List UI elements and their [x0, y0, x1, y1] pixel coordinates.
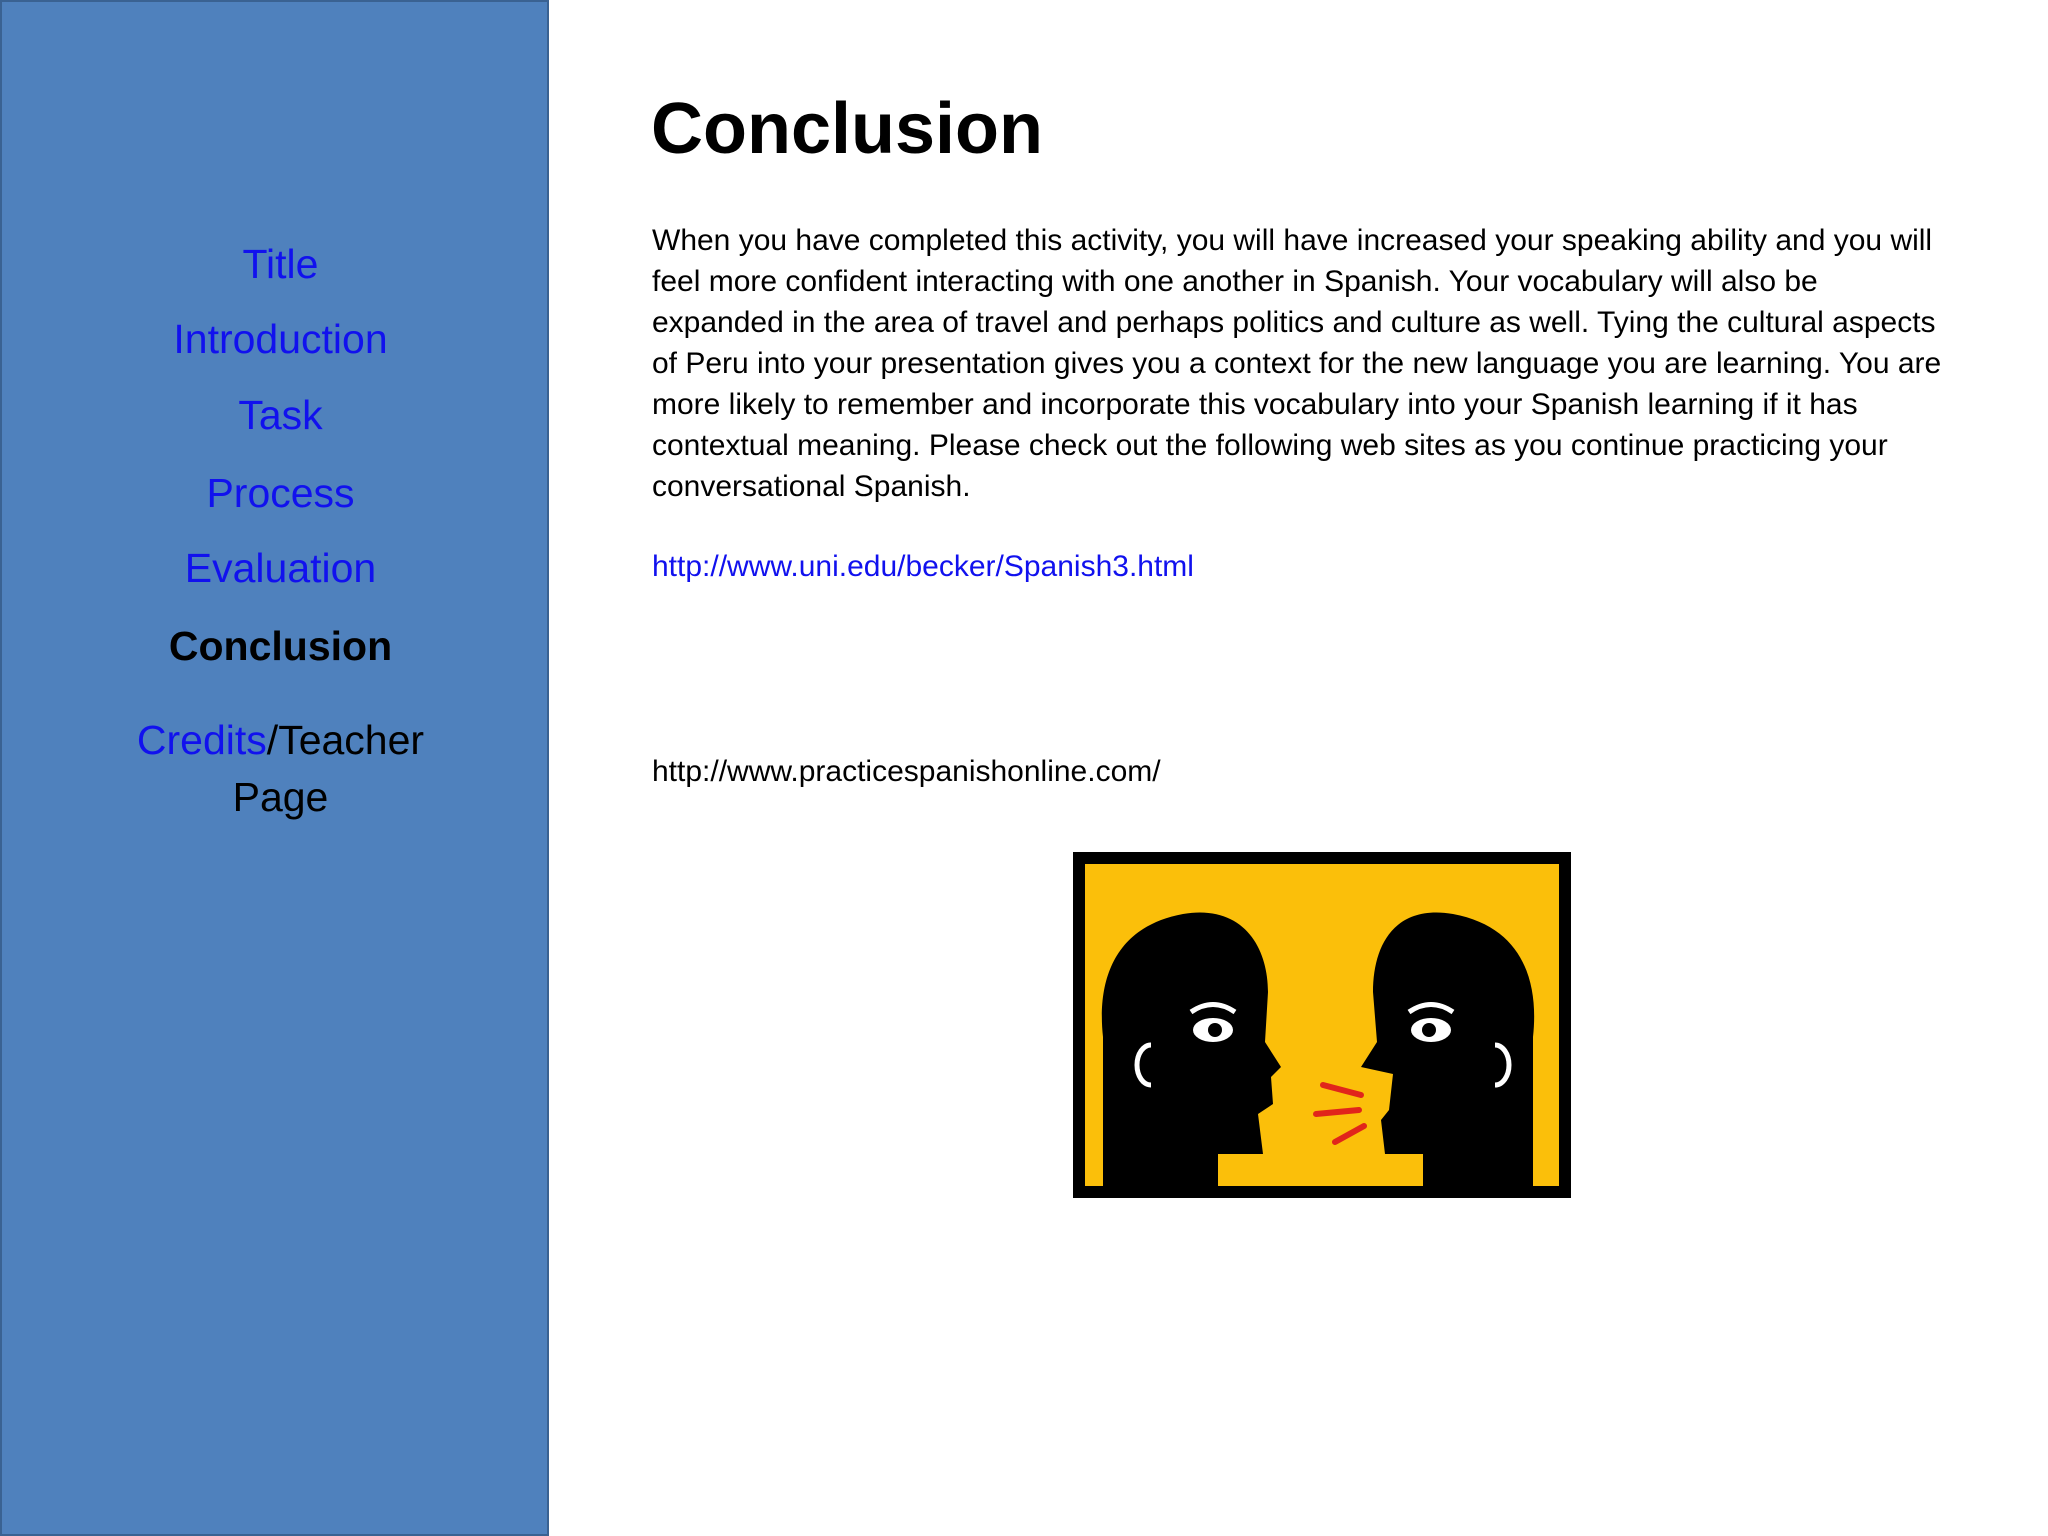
nav-task-link[interactable]: Task: [238, 392, 323, 438]
nav-credits: [0, 712, 561, 826]
nav-title-link[interactable]: Title: [242, 241, 319, 287]
nav-introduction-link[interactable]: Introduction: [173, 316, 388, 362]
nav-page-text: Page: [232, 774, 329, 820]
conclusion-paragraph: When you have completed this activity, you will have increased your speaking ability and you will feel more confident interacting with one another in Spanish. Your vocabulary will also be expanded in the area of travel and perhaps politics and culture as well. Tying the cultural aspects of Peru into your presentation gives you a context for the new language you are learning. You are more likely to remember and incorporate this vocabulary into your Spanish learning if it has contextual meaning. Please check out the following web sites as you continue practicing your conversational Spanish.: [652, 224, 1942, 503]
right-pupil: [1422, 1023, 1436, 1037]
becker-spanish-link[interactable]: http://www.uni.edu/becker/Spanish3.html: [652, 550, 1194, 583]
left-pupil: [1208, 1023, 1222, 1037]
left-head-silhouette: [1102, 913, 1281, 1186]
nav-conclusion-current: Conclusion: [168, 623, 393, 669]
nav-evaluation-link[interactable]: Evaluation: [184, 545, 377, 591]
nav-credits-link[interactable]: Credits: [136, 717, 267, 763]
right-head-silhouette: [1361, 913, 1534, 1186]
page-title: Conclusion: [651, 89, 1043, 169]
practice-spanish-url: http://www.practicespanishonline.com/: [652, 755, 1161, 788]
two-heads-talking-icon: [1073, 852, 1571, 1198]
speech-mark-2: [1316, 1110, 1359, 1114]
nav-teacher-text: /Teacher: [266, 717, 425, 763]
nav-process-link[interactable]: Process: [206, 470, 355, 516]
